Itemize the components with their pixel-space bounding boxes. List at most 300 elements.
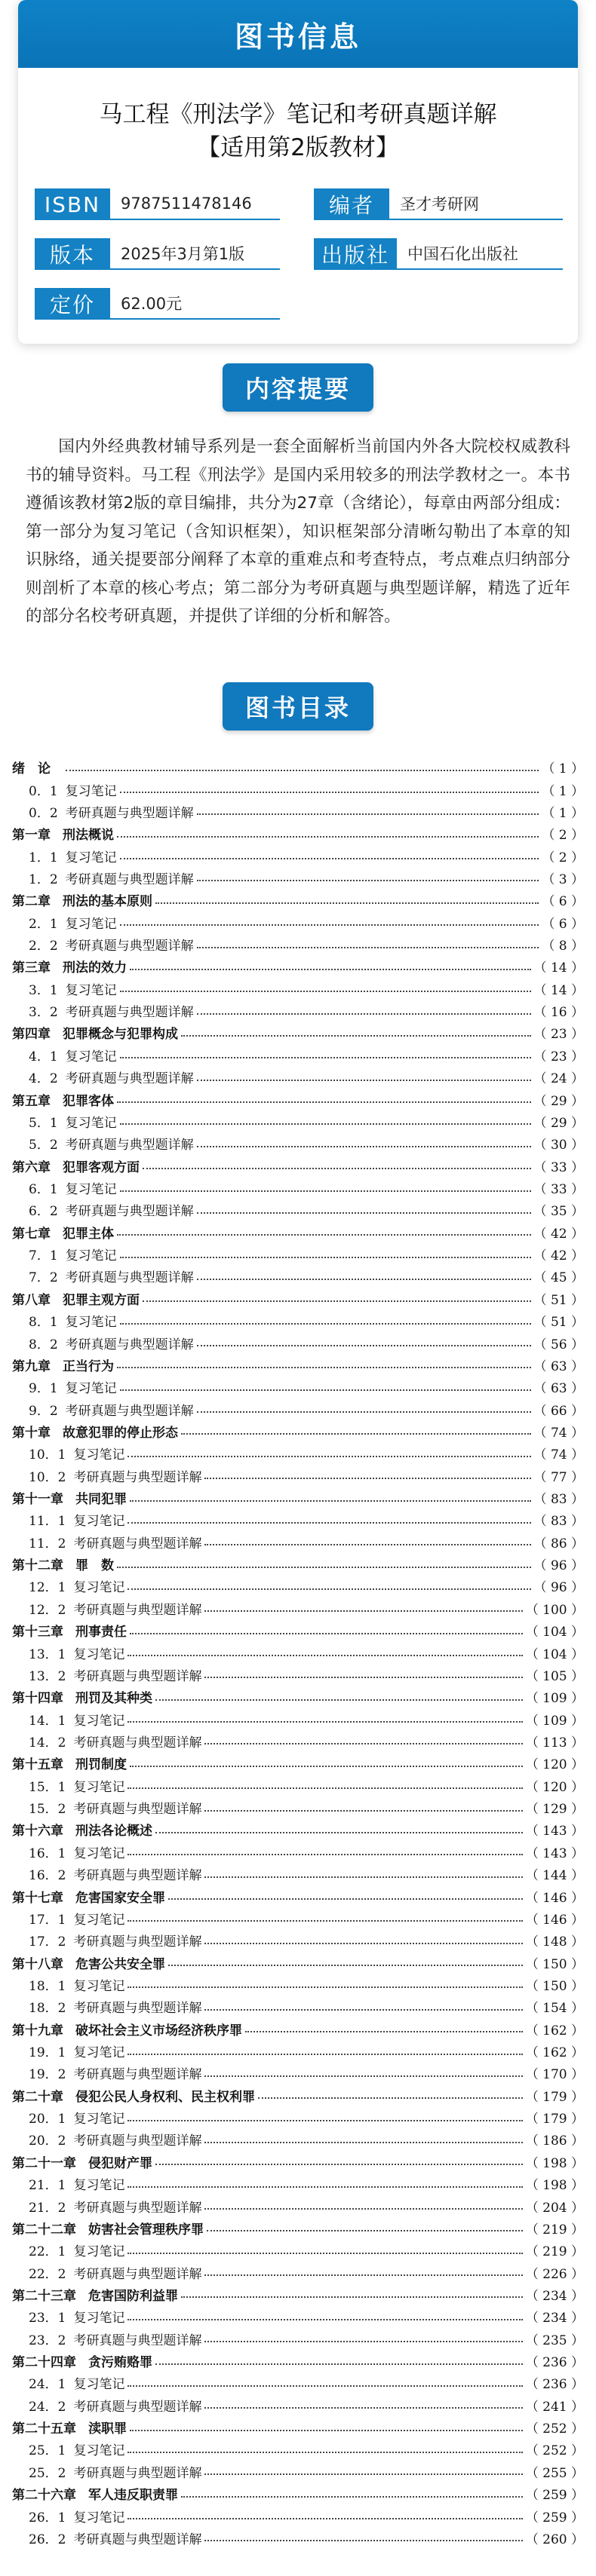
- toc-section-row[interactable]: [12, 2173, 584, 2195]
- toc-page-number: （ 96 ）: [533, 1558, 584, 1574]
- toc-number: 16．2: [29, 1868, 66, 1884]
- toc-page-number: （ 51 ）: [533, 1315, 584, 1331]
- toc-section-row[interactable]: [12, 2328, 584, 2350]
- toc-section-row[interactable]: [12, 2106, 584, 2128]
- toc-title: 复习笔记: [73, 1646, 125, 1662]
- toc-number: 0．2: [29, 805, 58, 821]
- toc-section-row[interactable]: [12, 1597, 584, 1619]
- toc-number: 12．2: [29, 1602, 66, 1618]
- toc-section-row[interactable]: [12, 1775, 584, 1796]
- toc-section-row[interactable]: [12, 801, 584, 822]
- toc-page-number: （ 83 ）: [533, 1514, 584, 1530]
- toc-section-row[interactable]: [12, 2504, 584, 2526]
- toc-number: 第二十一章: [12, 2155, 76, 2171]
- toc-leader-dots: [120, 1190, 531, 1192]
- toc-leader-dots: [197, 1345, 531, 1346]
- toc-page-number: （ 105 ）: [525, 1668, 584, 1684]
- toc-section-row[interactable]: [12, 844, 584, 866]
- toc-number: 2．1: [29, 916, 58, 932]
- toc-number: 14．1: [29, 1713, 66, 1729]
- toc-number: 13．2: [29, 1668, 66, 1684]
- toc-leader-dots: [127, 1986, 522, 1988]
- toc-number: 20．2: [29, 2133, 66, 2149]
- toc-section-row[interactable]: [12, 1265, 584, 1287]
- toc-section-row[interactable]: [12, 2261, 584, 2283]
- toc-number: 第二十四章: [12, 2355, 76, 2371]
- toc-leader-dots: [155, 1699, 523, 1701]
- toc-title: 复习笔记: [73, 2178, 125, 2194]
- toc-title: 复习笔记: [73, 2045, 125, 2061]
- toc-page-number: （ 33 ）: [533, 1159, 584, 1175]
- toc-number: 25．1: [29, 2443, 66, 2459]
- toc-section-row[interactable]: [12, 2461, 584, 2483]
- toc-section-row[interactable]: [12, 1243, 584, 1265]
- toc-leader-dots: [258, 2097, 523, 2099]
- toc-leader-dots: [143, 1300, 531, 1302]
- toc-number: 22．1: [29, 2244, 66, 2260]
- toc-section-row[interactable]: [12, 2040, 584, 2062]
- toc-title: 危害国防利益罪: [88, 2288, 178, 2304]
- toc-leader-dots: [130, 969, 531, 970]
- toc-leader-dots: [207, 2230, 523, 2231]
- toc-title: 复习笔记: [73, 1978, 125, 1994]
- toc-title: 考研真题与典型题详解: [65, 1270, 194, 1286]
- toc-section-row[interactable]: [12, 778, 584, 800]
- toc-leader-dots: [120, 924, 539, 926]
- toc-number: 23．1: [29, 2311, 66, 2326]
- toc-section-row[interactable]: [12, 1044, 584, 1066]
- toc-section-row[interactable]: [12, 1708, 584, 1729]
- toc-leader-dots: [127, 2452, 522, 2453]
- toc-title: 考研真题与典型题详解: [73, 2266, 202, 2282]
- toc-chapter-row[interactable]: [12, 2017, 584, 2039]
- toc-leader-dots: [197, 880, 539, 881]
- toc-chapter-row[interactable]: [12, 1221, 584, 1243]
- toc-number: 18．2: [29, 2001, 66, 2017]
- toc-section-row[interactable]: [12, 1531, 584, 1553]
- toc-number: 22．2: [29, 2266, 66, 2282]
- toc-page-number: （ 150 ）: [525, 1978, 584, 1994]
- toc-title: 复习笔记: [73, 2311, 125, 2326]
- toc-number: 第十八章: [12, 1956, 63, 1972]
- toc-title: 刑法的效力: [63, 960, 127, 976]
- toc-leader-dots: [130, 1633, 523, 1634]
- toc-title: 复习笔记: [73, 1514, 125, 1530]
- toc-page-number: （ 198 ）: [525, 2155, 584, 2171]
- toc-page-number: （ 1 ）: [542, 805, 584, 821]
- toc-page-number: （ 100 ）: [525, 1602, 584, 1618]
- toc-page-number: （ 2 ）: [542, 850, 584, 865]
- toc-number: 19．2: [29, 2067, 66, 2083]
- toc-section-row[interactable]: [12, 2527, 584, 2549]
- toc-number: 第十六章: [12, 1824, 63, 1839]
- toc-leader-dots: [127, 1456, 530, 1457]
- toc-title: 复习笔记: [73, 2377, 125, 2393]
- toc-page-number: （ 8 ）: [542, 939, 584, 954]
- toc-title: 复习笔记: [65, 783, 117, 799]
- toc-number: 第七章: [12, 1226, 51, 1242]
- toc-section-row[interactable]: [12, 1177, 584, 1199]
- toc-number: 第十一章: [12, 1492, 63, 1508]
- toc-page-number: （ 120 ）: [525, 1757, 584, 1773]
- toc-section-row[interactable]: [12, 1309, 584, 1331]
- toc-chapter-row[interactable]: [12, 1288, 584, 1309]
- toc-section-row[interactable]: [12, 2062, 584, 2084]
- toc-chapter-row[interactable]: [12, 1885, 584, 1907]
- toc-leader-dots: [204, 2075, 522, 2077]
- toc-section-row[interactable]: [12, 1066, 584, 1088]
- toc-section-row[interactable]: [12, 1664, 584, 1686]
- toc-number: 6．1: [29, 1182, 58, 1197]
- toc-leader-dots: [120, 1389, 531, 1391]
- toc-number: 第二章: [12, 894, 51, 910]
- toc-chapter-row[interactable]: [12, 1619, 584, 1641]
- toc-section-row[interactable]: [12, 1863, 584, 1885]
- toc-leader-dots: [204, 1610, 522, 1612]
- toc-leader-dots: [120, 1123, 531, 1125]
- toc-page-number: （ 42 ）: [533, 1226, 584, 1242]
- toc-title: 考研真题与典型题详解: [73, 1934, 202, 1950]
- toc-chapter-row[interactable]: [12, 2350, 584, 2372]
- toc-chapter-row[interactable]: [12, 2483, 584, 2504]
- toc-chapter-row[interactable]: [12, 1420, 584, 1442]
- toc-page-number: （ 83 ）: [533, 1492, 584, 1508]
- toc-number: 16．1: [29, 1845, 66, 1861]
- toc-section-row[interactable]: [12, 1796, 584, 1818]
- toc-page-number: （ 236 ）: [525, 2355, 584, 2371]
- toc-section-row[interactable]: [12, 1199, 584, 1221]
- toc-title: 复习笔记: [65, 1115, 117, 1131]
- toc-leader-dots: [127, 2054, 522, 2055]
- toc-number: 17．2: [29, 1934, 66, 1950]
- publisher-value: 中国石化出版社: [397, 238, 563, 270]
- toc-leader-dots: [127, 2120, 522, 2121]
- toc-page-number: （ 77 ）: [533, 1469, 584, 1485]
- toc-leader-dots: [168, 1965, 523, 1966]
- toc-page-number: （ 226 ）: [525, 2266, 584, 2282]
- toc-title: 考研真题与典型题详解: [73, 2399, 202, 2415]
- toc-number: 12．1: [29, 1580, 66, 1596]
- toc-title: 考研真题与典型题详解: [73, 2465, 202, 2481]
- toc-title: 复习笔记: [65, 1315, 117, 1331]
- toc-section-row[interactable]: [12, 1331, 584, 1353]
- toc-title: 军人违反职责罪: [88, 2488, 178, 2504]
- toc-page-number: （ 6 ）: [542, 916, 584, 932]
- toc-leader-dots: [204, 1544, 530, 1545]
- toc-page-number: （ 14 ）: [533, 982, 584, 998]
- toc-title: 考研真题与典型题详解: [65, 1204, 194, 1220]
- isbn-label: ISBN: [35, 188, 110, 220]
- toc-section-row[interactable]: [12, 1907, 584, 1929]
- isbn-field: [35, 188, 280, 220]
- toc-section-row[interactable]: [12, 1575, 584, 1597]
- toc-page-number: （ 236 ）: [525, 2377, 584, 2393]
- toc-number: 第二十六章: [12, 2488, 76, 2504]
- toc-page-number: （ 29 ）: [533, 1093, 584, 1109]
- toc-chapter-row[interactable]: [12, 822, 584, 844]
- toc-title: 考研真题与典型题详解: [65, 805, 194, 821]
- toc-section-row[interactable]: [12, 1841, 584, 1863]
- toc-number: 7．2: [29, 1270, 58, 1286]
- toc-title: 复习笔记: [65, 1381, 117, 1397]
- toc-leader-dots: [197, 1411, 531, 1413]
- toc-chapter-row[interactable]: [12, 1553, 584, 1575]
- toc-number: 9．2: [29, 1403, 58, 1419]
- toc-section-row[interactable]: [12, 1974, 584, 1996]
- toc-number: 第十二章: [12, 1558, 63, 1574]
- toc-section-row[interactable]: [12, 2394, 584, 2416]
- toc-title: 考研真题与典型题详解: [73, 1602, 202, 1618]
- toc-page-number: （ 154 ）: [525, 2001, 584, 2017]
- toc-section-row[interactable]: [12, 2305, 584, 2327]
- toc-section-row[interactable]: [12, 933, 584, 955]
- toc-page-number: （ 51 ）: [533, 1292, 584, 1308]
- toc-leader-dots: [197, 813, 539, 815]
- toc-leader-dots: [168, 1898, 523, 1900]
- toc-title: 刑罚制度: [75, 1757, 127, 1773]
- toc-section-row[interactable]: [12, 1509, 584, 1530]
- publisher-label: 出版社: [314, 238, 397, 270]
- toc-chapter-row[interactable]: [12, 1154, 584, 1176]
- toc-section-row[interactable]: [12, 2128, 584, 2150]
- toc-number: 24．1: [29, 2377, 66, 2393]
- toc-leader-dots: [197, 947, 539, 948]
- toc-chapter-row[interactable]: [12, 1686, 584, 1708]
- toc-section-row[interactable]: [12, 1000, 584, 1022]
- toc-title: 考研真题与典型题详解: [65, 1071, 194, 1087]
- toc-chapter-row[interactable]: [12, 2084, 584, 2106]
- toc-page-number: （ 235 ）: [525, 2332, 584, 2348]
- toc-page-number: （ 2 ）: [542, 828, 584, 844]
- toc-page-number: （ 186 ）: [525, 2133, 584, 2149]
- toc-title: 考研真题与典型题详解: [73, 1868, 202, 1884]
- toc-page-number: （ 96 ）: [533, 1580, 584, 1596]
- toc-chapter-row[interactable]: [12, 1951, 584, 1973]
- toc-number: 26．2: [29, 2532, 66, 2547]
- toc-title: 复习笔记: [73, 2244, 125, 2260]
- toc-number: 第十七章: [12, 1890, 63, 1906]
- toc-title: 刑罚及其种类: [75, 1691, 152, 1707]
- toc-leader-dots: [117, 1101, 531, 1103]
- toc-chapter-row[interactable]: [12, 889, 584, 911]
- toc-page-number: （ 259 ）: [525, 2510, 584, 2525]
- toc-chapter-row[interactable]: [12, 1022, 584, 1043]
- toc-number: 17．1: [29, 1912, 66, 1928]
- book-title: [18, 98, 578, 164]
- toc-number: 3．2: [29, 1005, 58, 1021]
- edition-field: [35, 238, 280, 270]
- toc-title: 复习笔记: [73, 2443, 125, 2459]
- toc-section-row[interactable]: [12, 1376, 584, 1398]
- toc-chapter-row[interactable]: [12, 1818, 584, 1840]
- toc-title: 考研真题与典型题详解: [73, 2200, 202, 2216]
- toc-section-row[interactable]: [12, 1442, 584, 1464]
- toc-number: 0．1: [29, 783, 58, 799]
- toc-number: 第二十五章: [12, 2421, 76, 2437]
- toc-title: 犯罪客观方面: [63, 1159, 140, 1175]
- toc-chapter-row[interactable]: [12, 2217, 584, 2239]
- toc-number: 绪 论: [12, 761, 51, 777]
- toc-section-row[interactable]: [12, 1996, 584, 2017]
- toc-leader-dots: [66, 770, 539, 771]
- toc-leader-dots: [130, 1500, 531, 1502]
- toc-number: 第十九章: [12, 2023, 63, 2038]
- toc-leader-dots: [204, 1810, 522, 1812]
- toc-leader-dots: [127, 1655, 522, 1656]
- toc-number: 10．2: [29, 1469, 66, 1485]
- toc-number: 1．1: [29, 850, 58, 865]
- toc-page-number: （ 234 ）: [525, 2311, 584, 2326]
- toc-title: 考研真题与典型题详解: [73, 1668, 202, 1684]
- editor-value: 圣才考研网: [389, 188, 563, 220]
- toc-chapter-row[interactable]: [12, 2416, 584, 2438]
- toc-header: 图书目录: [223, 682, 373, 731]
- toc-leader-dots: [204, 1677, 522, 1678]
- toc-section-row[interactable]: [12, 2239, 584, 2261]
- toc-page-number: （ 252 ）: [525, 2421, 584, 2437]
- toc-chapter-row[interactable]: [12, 2283, 584, 2305]
- toc-title: 复习笔记: [65, 1182, 117, 1197]
- toc-title: 贪污贿赂罪: [88, 2355, 152, 2371]
- toc-number: 第十三章: [12, 1625, 63, 1640]
- toc-leader-dots: [197, 1080, 531, 1081]
- toc-section-row[interactable]: [12, 1929, 584, 1951]
- toc-title: 考研真题与典型题详解: [65, 1337, 194, 1352]
- toc-leader-dots: [204, 2341, 522, 2342]
- toc-section-row[interactable]: [12, 2195, 584, 2216]
- toc-leader-dots: [155, 2363, 523, 2365]
- toc-page-number: （ 252 ）: [525, 2443, 584, 2459]
- toc-leader-dots: [117, 1234, 531, 1236]
- toc-section-row[interactable]: [12, 911, 584, 933]
- toc-section-row[interactable]: [12, 2372, 584, 2394]
- toc-leader-dots: [204, 2208, 522, 2210]
- toc-number: 第三章: [12, 960, 51, 976]
- toc-section-row[interactable]: [12, 867, 584, 889]
- toc-page-number: （ 14 ）: [533, 960, 584, 976]
- toc-page-number: （ 143 ）: [525, 1845, 584, 1861]
- toc-leader-dots: [127, 2385, 522, 2387]
- toc-leader-dots: [204, 2142, 522, 2143]
- toc-leader-dots: [204, 2473, 522, 2475]
- toc-leader-dots: [117, 836, 539, 838]
- toc-title: 考研真题与典型题详解: [73, 2332, 202, 2348]
- toc-leader-dots: [130, 1766, 523, 1767]
- toc-leader-dots: [204, 2407, 522, 2409]
- toc-section-row[interactable]: [12, 1465, 584, 1487]
- toc-page-number: （ 113 ）: [525, 1735, 584, 1751]
- toc-number: 第十四章: [12, 1691, 63, 1707]
- toc-number: 4．1: [29, 1049, 58, 1064]
- toc-section-row[interactable]: [12, 978, 584, 1000]
- toc-page-number: （ 23 ）: [533, 1049, 584, 1064]
- toc-section-row[interactable]: [12, 2438, 584, 2460]
- toc-number: 第二十章: [12, 2089, 63, 2105]
- toc-title: 复习笔记: [73, 2510, 125, 2525]
- toc-page-number: （ 144 ）: [525, 1868, 584, 1884]
- toc-section-row[interactable]: [12, 1398, 584, 1420]
- toc-chapter-row[interactable]: [12, 1354, 584, 1376]
- toc-title: 复习笔记: [65, 1248, 117, 1264]
- toc-title: 犯罪客体: [63, 1093, 114, 1109]
- toc-title: 考研真题与典型题详解: [73, 2133, 202, 2149]
- toc-number: 11．2: [29, 1536, 66, 1551]
- toc-leader-dots: [155, 1832, 523, 1833]
- toc-title: 复习笔记: [73, 1779, 125, 1795]
- toc-leader-dots: [204, 1943, 522, 1944]
- toc-title: 复习笔记: [73, 1845, 125, 1861]
- toc-title: 复习笔记: [73, 1912, 125, 1928]
- book-info-header: 图书信息: [18, 0, 578, 68]
- toc-section-row[interactable]: [12, 1132, 584, 1154]
- toc-leader-dots: [204, 2274, 522, 2276]
- toc-number: 第六章: [12, 1159, 51, 1175]
- toc-number: 15．1: [29, 1779, 66, 1795]
- toc-number: 26．1: [29, 2510, 66, 2525]
- toc-chapter-row[interactable]: [12, 1487, 584, 1509]
- toc-page-number: （ 162 ）: [525, 2045, 584, 2061]
- price-value: 62.00元: [110, 288, 280, 320]
- toc-section-row[interactable]: [12, 1110, 584, 1132]
- book-title-line-2: 【适用第2版教材】: [197, 134, 399, 161]
- toc-title: 危害国家安全罪: [75, 1890, 165, 1906]
- toc-leader-dots: [181, 1433, 531, 1435]
- toc-leader-dots: [120, 1057, 531, 1058]
- price-label: 定价: [35, 288, 110, 320]
- toc-number: 6．2: [29, 1204, 58, 1220]
- toc-section-row[interactable]: [12, 1730, 584, 1752]
- toc-number: 14．2: [29, 1735, 66, 1751]
- toc-page-number: （ 104 ）: [525, 1646, 584, 1662]
- toc-title: 考研真题与典型题详解: [73, 2001, 202, 2017]
- toc-section-row[interactable]: [12, 1641, 584, 1663]
- toc-leader-dots: [181, 2296, 523, 2298]
- toc-leader-dots: [204, 1743, 522, 1744]
- toc-chapter-row[interactable]: [12, 2151, 584, 2173]
- toc-title: 故意犯罪的停止形态: [63, 1425, 178, 1441]
- toc-page-number: （ 23 ）: [533, 1027, 584, 1043]
- toc-title: 刑法各论概述: [75, 1824, 152, 1839]
- toc-number: 第五章: [12, 1093, 51, 1109]
- toc-number: 11．1: [29, 1514, 66, 1530]
- toc-chapter-row[interactable]: [12, 756, 584, 778]
- toc-page-number: （ 259 ）: [525, 2488, 584, 2504]
- toc-page-number: （ 74 ）: [533, 1425, 584, 1441]
- toc-leader-dots: [204, 2540, 522, 2541]
- toc-title: 危害公共安全罪: [75, 1956, 165, 1972]
- toc-chapter-row[interactable]: [12, 1752, 584, 1774]
- toc-number: 20．1: [29, 2112, 66, 2127]
- toc-leader-dots: [197, 1013, 531, 1015]
- toc-title: 考研真题与典型题详解: [65, 1138, 194, 1153]
- toc-leader-dots: [155, 2164, 523, 2165]
- toc-page-number: （ 241 ）: [525, 2399, 584, 2415]
- toc-chapter-row[interactable]: [12, 955, 584, 977]
- toc-title: 刑法的基本原则: [63, 894, 152, 910]
- toc-title: 复习笔记: [65, 850, 117, 865]
- toc-number: 5．1: [29, 1115, 58, 1131]
- editor-label: 编者: [314, 188, 389, 220]
- toc-page-number: （ 150 ）: [525, 1956, 584, 1972]
- toc-page-number: （ 1 ）: [542, 783, 584, 799]
- toc-number: 第二十三章: [12, 2288, 76, 2304]
- isbn-value: 9787511478146: [110, 188, 280, 220]
- toc-leader-dots: [117, 1567, 531, 1568]
- toc-page-number: （ 219 ）: [525, 2244, 584, 2260]
- toc-title: 复习笔记: [73, 1580, 125, 1596]
- toc-leader-dots: [181, 1035, 531, 1037]
- toc-chapter-row[interactable]: [12, 1088, 584, 1110]
